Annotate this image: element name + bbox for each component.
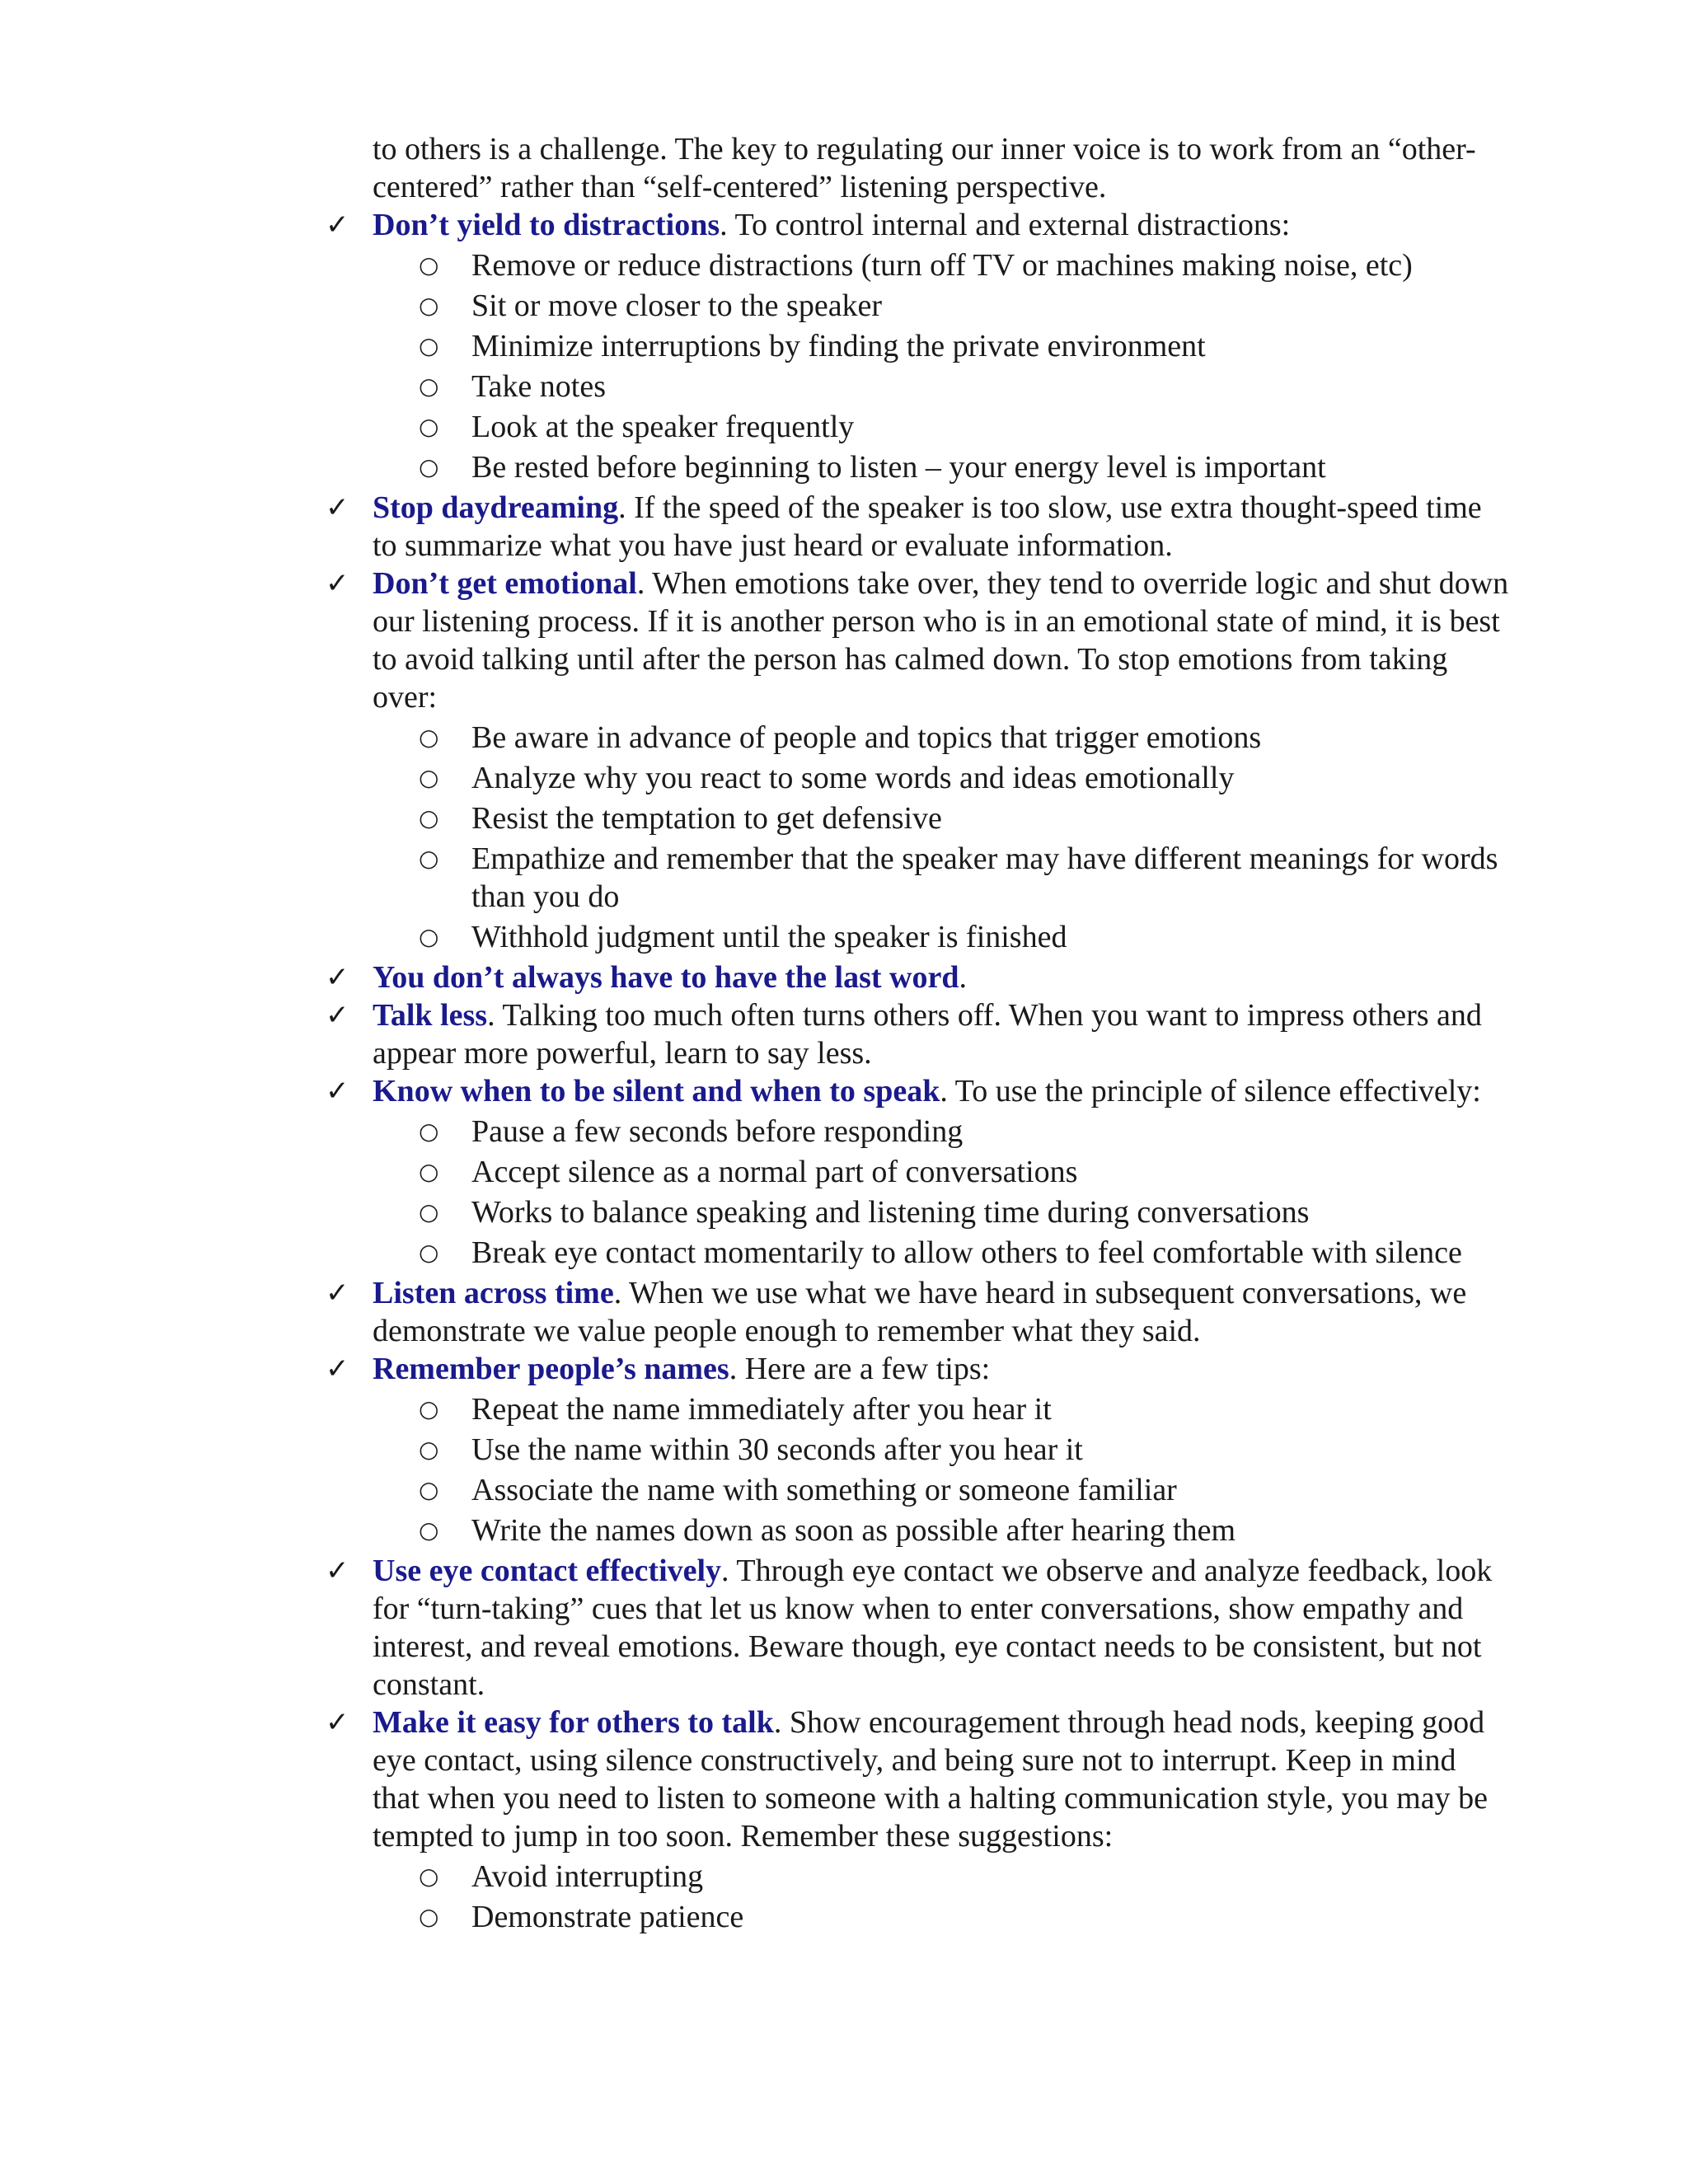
checklist-item-term: Make it easy for others to talk: [373, 1705, 774, 1740]
checkmark-icon: ✓: [326, 1352, 349, 1385]
sub-list-item-text: Withhold judgment until the speaker is finished: [471, 920, 1067, 954]
checklist-item-description: . Show encouragement through head nods, keeping good eye contact, using silence constructively, and being sure not to interrupt. Keep in mind that when you need to listen to someone with a halting communication style, you may be tempted to jump in too soon. Remember these suggestions:: [373, 1705, 1488, 1854]
checkmark-icon: ✓: [326, 999, 349, 1032]
checklist-item-term: Remember people’s names: [373, 1352, 729, 1386]
sub-list-item: [419, 719, 1510, 757]
checklist-item: [326, 1072, 1510, 1272]
document-body: [326, 130, 1510, 1938]
sub-list: [373, 246, 1510, 486]
sub-list-item-text: Break eye contact momentarily to allow others to feel comfortable with silence: [471, 1235, 1462, 1270]
sub-list-item: [419, 1153, 1510, 1191]
checklist-item: [326, 1704, 1510, 1936]
sub-list: [373, 1390, 1510, 1549]
circle-bullet-icon: ○: [419, 453, 439, 480]
checkmark-icon: ✓: [326, 1554, 349, 1587]
sub-list-item-text: Repeat the name immediately after you hear it: [471, 1392, 1052, 1427]
checklist-item: [326, 565, 1510, 956]
sub-list-item: [419, 1431, 1510, 1469]
sub-list-item: [419, 918, 1510, 956]
sub-list-item: [419, 1113, 1510, 1151]
sub-list-item: [419, 1858, 1510, 1896]
sub-list-item: [419, 327, 1510, 365]
sub-list-item: [419, 1471, 1510, 1509]
checklist-item-text: [373, 958, 1510, 996]
checkmark-icon: ✓: [326, 209, 349, 241]
checklist-item-description: . To control internal and external distractions:: [720, 208, 1291, 242]
checklist-item-term: Talk less: [373, 998, 488, 1033]
checklist-item: [326, 1552, 1510, 1704]
circle-bullet-icon: ○: [419, 724, 439, 751]
sub-list-item-text: Take notes: [471, 369, 607, 404]
sub-list: [373, 719, 1510, 956]
circle-bullet-icon: ○: [419, 251, 439, 279]
sub-list-item: [419, 799, 1510, 837]
intro-paragraph: to others is a challenge. The key to regulating our inner voice is to work from an “other-centered” rather than “self-centered” listening perspective.: [373, 132, 1476, 204]
circle-bullet-icon: ○: [419, 1903, 439, 1930]
sub-list-item: [419, 368, 1510, 405]
checklist-item-term: Listen across time: [373, 1276, 614, 1310]
sub-list-item-text: Works to balance speaking and listening time during conversations: [471, 1195, 1310, 1230]
checklist-item-text: [373, 1072, 1510, 1110]
checklist-item: [326, 958, 1510, 996]
checklist-item-text: [373, 206, 1510, 244]
sub-list-item: [419, 287, 1510, 325]
checklist-item-text: [373, 565, 1510, 716]
sub-list-item: [419, 246, 1510, 284]
checklist-item-term: You don’t always have to have the last word: [373, 960, 959, 995]
checklist-item-description: . When we use what we have heard in subsequent conversations, we demonstrate we value people enough to remember what they said.: [373, 1276, 1467, 1348]
checklist-item-term: Don’t yield to distractions: [373, 208, 720, 242]
circle-bullet-icon: ○: [419, 1476, 439, 1503]
checklist-item-description: . Here are a few tips:: [729, 1352, 991, 1386]
sub-list-item-text: Associate the name with something or someone familiar: [471, 1473, 1177, 1507]
checklist-item-text: [373, 1350, 1510, 1388]
sub-list-item-text: Use the name within 30 seconds after you hear it: [471, 1432, 1083, 1467]
checklist-item-text: [373, 1552, 1510, 1704]
sub-list-item-text: Resist the temptation to get defensive: [471, 801, 942, 836]
sub-list-item-text: Avoid interrupting: [471, 1859, 704, 1894]
checklist-item: [326, 206, 1510, 486]
checklist: [326, 206, 1510, 1936]
sub-list-item-text: Be rested before beginning to listen – your energy level is important: [471, 450, 1326, 485]
checkmark-icon: ✓: [326, 1277, 349, 1310]
sub-list-item-text: Empathize and remember that the speaker may have different meanings for words than you do: [471, 841, 1498, 914]
sub-list-item: [419, 1193, 1510, 1231]
circle-bullet-icon: ○: [419, 1863, 439, 1890]
circle-bullet-icon: ○: [419, 1516, 439, 1544]
circle-bullet-icon: ○: [419, 764, 439, 791]
sub-list-item-text: Demonstrate patience: [471, 1900, 744, 1934]
sub-list-item-text: Look at the speaker frequently: [471, 410, 855, 444]
sub-list-item: [419, 1390, 1510, 1428]
circle-bullet-icon: ○: [419, 1239, 439, 1266]
checklist-item-text: [373, 1274, 1510, 1350]
sub-list-item-text: Be aware in advance of people and topics that trigger emotions: [471, 720, 1262, 755]
checklist-item: [326, 996, 1510, 1072]
checklist-item-term: Don’t get emotional: [373, 566, 637, 601]
checkmark-icon: ✓: [326, 567, 349, 600]
checkmark-icon: ✓: [326, 961, 349, 994]
checklist-item-description: . To use the principle of silence effectively:: [940, 1074, 1481, 1108]
circle-bullet-icon: ○: [419, 1118, 439, 1145]
checklist-item-description: . If the speed of the speaker is too slow, use extra thought-speed time to summarize what you have just heard or evaluate information.: [373, 490, 1482, 563]
sub-list-item-text: Sit or move closer to the speaker: [471, 288, 883, 323]
checklist-item-text: [373, 996, 1510, 1072]
sub-list-item: [419, 448, 1510, 486]
circle-bullet-icon: ○: [419, 292, 439, 319]
sub-list-item: [419, 408, 1510, 446]
checklist-item-description: .: [959, 960, 967, 995]
sub-list-item-text: Pause a few seconds before responding: [471, 1114, 964, 1149]
sub-list-item: [419, 1234, 1510, 1272]
sub-list: [373, 1858, 1510, 1936]
checklist-item: [326, 1274, 1510, 1350]
sub-list-item-text: Analyze why you react to some words and ideas emotionally: [471, 761, 1235, 795]
circle-bullet-icon: ○: [419, 804, 439, 832]
circle-bullet-icon: ○: [419, 845, 439, 872]
checkmark-icon: ✓: [326, 1706, 349, 1739]
sub-list-item: [419, 1898, 1510, 1936]
sub-list-item: [419, 759, 1510, 797]
circle-bullet-icon: ○: [419, 373, 439, 400]
circle-bullet-icon: ○: [419, 1158, 439, 1185]
sub-list-item-text: Remove or reduce distractions (turn off TV or machines making noise, etc): [471, 248, 1413, 283]
checklist-item-term: Use eye contact effectively: [373, 1554, 722, 1588]
checklist-item: [326, 1350, 1510, 1549]
checklist-item-term: Stop daydreaming: [373, 490, 619, 525]
sub-list-item: [419, 840, 1510, 916]
circle-bullet-icon: ○: [419, 413, 439, 440]
checklist-item-text: [373, 1704, 1510, 1855]
sub-list-item-text: Accept silence as a normal part of conversations: [471, 1155, 1078, 1189]
sub-list-item-text: Write the names down as soon as possible after hearing them: [471, 1513, 1236, 1548]
sub-list: [373, 1113, 1510, 1272]
circle-bullet-icon: ○: [419, 1198, 439, 1226]
checklist-item-description: . Through eye contact we observe and analyze feedback, look for “turn-taking” cues that let us know when to enter conversations, show empathy and interest, and reveal emotions. Beware though, eye contact needs to be consistent, but not constant.: [373, 1554, 1493, 1702]
checkmark-icon: ✓: [326, 1075, 349, 1108]
circle-bullet-icon: ○: [419, 1436, 439, 1463]
circle-bullet-icon: ○: [419, 1395, 439, 1422]
circle-bullet-icon: ○: [419, 332, 439, 359]
checklist-item-term: Know when to be silent and when to speak: [373, 1074, 940, 1108]
checklist-item-description: . When emotions take over, they tend to override logic and shut down our listening process. If it is another person who is in an emotional state of mind, it is best to avoid talking until after the person has calmed down. To stop emotions from taking over:: [373, 566, 1509, 715]
checklist-item-description: . Talking too much often turns others off. When you want to impress others and appear more powerful, learn to say less.: [373, 998, 1482, 1071]
checklist-item: [326, 489, 1510, 565]
sub-list-item: [419, 1511, 1510, 1549]
checkmark-icon: ✓: [326, 491, 349, 524]
sub-list-item-text: Minimize interruptions by finding the private environment: [471, 329, 1206, 363]
checklist-item-text: [373, 489, 1510, 565]
circle-bullet-icon: ○: [419, 923, 439, 950]
